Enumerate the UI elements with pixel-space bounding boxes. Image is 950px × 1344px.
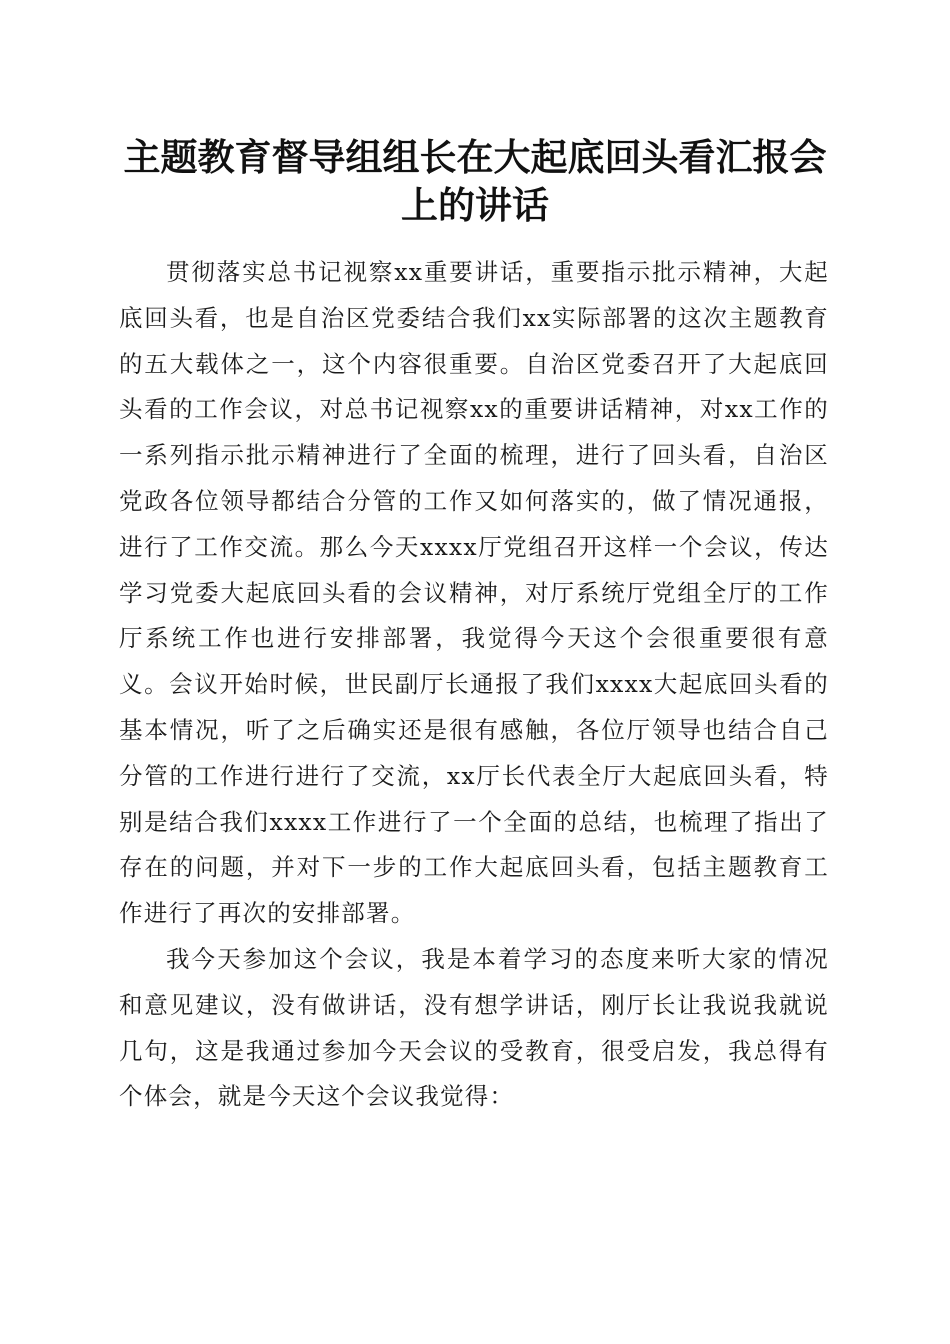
- document-body: [119, 250, 829, 1120]
- paragraph-1: 贯彻落实总书记视察xx重要讲话，重要指示批示精神，大起底回头看，也是自治区党委结合我们xx实际部署的这次主题教育的五大载体之一，这个内容很重要。自治区党委召开了大起底回头看的工作会议，对总书记视察xx的重要讲话精神，对xx工作的一系列指示批示精神进行了全面的梳理，进行了回头看，自治区党政各位领导都结合分管的工作又如何落实的，做了情况通报，进行了工作交流。那么今天xxxx厅党组召开这样一个会议，传达学习党委大起底回头看的会议精神，对厅系统厅党组全厅的工作厅系统工作也进行安排部署，我觉得今天这个会很重要很有意义。会议开始时候，世民副厅长通报了我们xxxx大起底回头看的基本情况，听了之后确实还是很有感触，各位厅领导也结合自己分管的工作进行进行了交流，xx厅长代表全厅大起底回头看，特别是结合我们xxxx工作进行了一个全面的总结，也梳理了指出了存在的问题，并对下一步的工作大起底回头看，包括主题教育工作进行了再次的安排部署。: [119, 258, 829, 928]
- document-title: 主题教育督导组组长在大起底回头看汇报会上的讲话: [123, 135, 827, 227]
- paragraph-2: 我今天参加这个会议，我是本着学习的态度来听大家的情况和意见建议，没有做讲话，没有想学讲话，刚厅长让我说我就说几句，这是我通过参加今天会议的受教育，很受启发，我总得有个体会，就是今天这个会议我觉得：: [119, 944, 829, 1111]
